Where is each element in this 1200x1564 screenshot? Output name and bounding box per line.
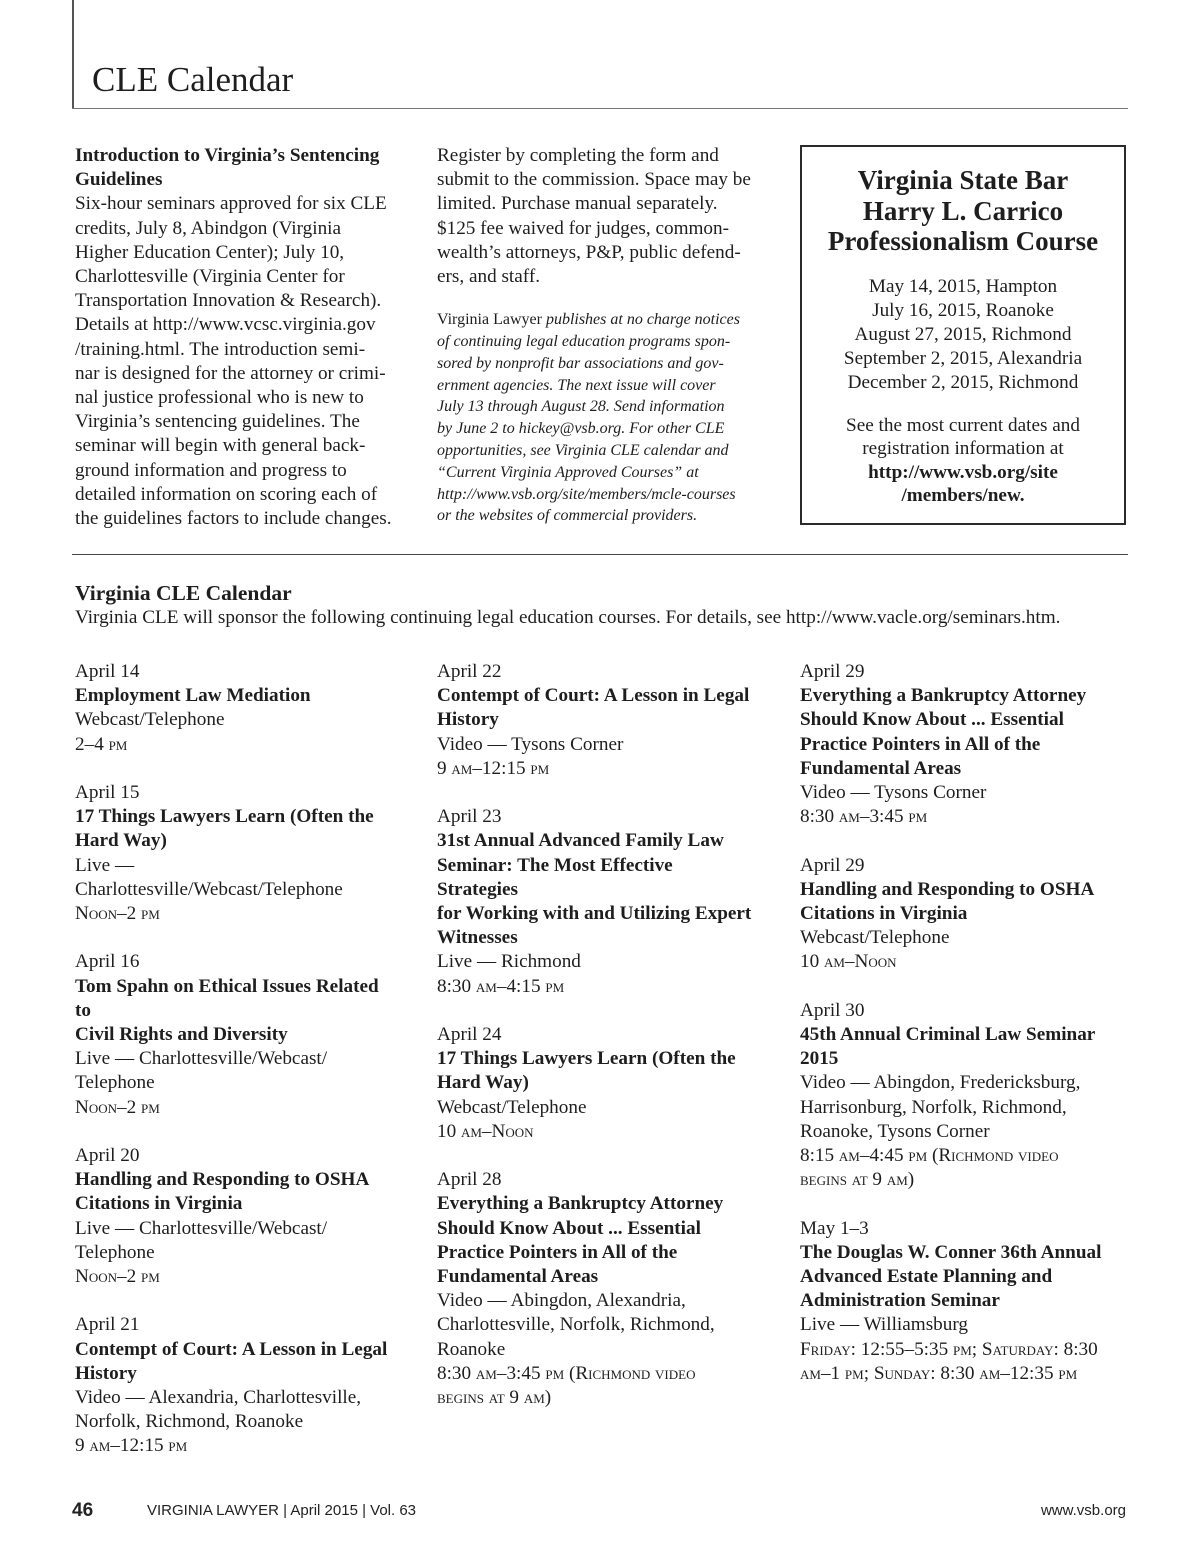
section-divider <box>72 554 1128 555</box>
event-location: Live — Charlottesville/Webcast/ <box>75 1217 328 1239</box>
event-date: April 15 <box>75 782 140 803</box>
course-date: July 16, 2015, Roanoke <box>872 299 1054 321</box>
intro-line: nal justice professional who is new to <box>75 387 364 409</box>
notice-line: sored by nonprofit bar associations and gov- <box>437 354 724 372</box>
intro-title: Introduction to Virginia’s Sentencing Guidelines <box>75 145 380 191</box>
page-number: 46 <box>72 1500 94 1521</box>
event-location: Video — Alexandria, Charlottesville, <box>75 1387 362 1409</box>
intro-continued-line: limited. Purchase manual separately. <box>437 193 718 215</box>
event-title: Practice Pointers in All of the <box>437 1241 678 1263</box>
page-title: CLE Calendar <box>92 60 294 99</box>
event-location: Live — Williamsburg <box>800 1314 968 1336</box>
course-date: August 27, 2015, Richmond <box>854 323 1072 345</box>
event-title: 45th Annual Criminal Law Seminar <box>800 1024 1096 1046</box>
event-title: 2015 <box>800 1048 839 1070</box>
publication-info: VIRGINIA LAWYER | April 2015 | Vol. 63 <box>147 1502 417 1519</box>
intro-continued-line: $125 fee waived for judges, common- <box>437 217 729 239</box>
event-title: Handling and Responding to OSHA <box>800 878 1095 900</box>
event-title: for Working with and Utilizing Expert <box>437 903 752 925</box>
intro-continued-line: ers, and staff. <box>437 266 541 288</box>
event-date: April 21 <box>75 1314 140 1336</box>
events-column <box>800 660 1120 1410</box>
event-title: Fundamental Areas <box>800 757 962 779</box>
box-info-line: See the most current dates and <box>846 414 1080 436</box>
calendar-event <box>800 854 1120 975</box>
header-rule <box>72 108 1128 109</box>
event-date: April 20 <box>75 1145 140 1167</box>
intro-line: the guidelines factors to include changes. <box>75 508 392 530</box>
notice-line: http://www.vsb.org/site/members/mcle-courses <box>437 485 736 503</box>
event-title: Hard Way) <box>75 830 167 852</box>
event-date: April 14 <box>75 661 140 682</box>
event-location: Roanoke, Tysons Corner <box>800 1120 990 1142</box>
calendar-event <box>800 660 1120 829</box>
event-title: 17 Things Lawyers Learn (Often the <box>75 806 374 828</box>
event-date: April 24 <box>437 1024 502 1046</box>
event-time: 8:15 am–4:45 pm (Richmond video <box>800 1145 1059 1167</box>
intro-continued <box>437 144 777 289</box>
event-title: Witnesses <box>437 927 518 949</box>
intro-continued-column <box>437 144 777 527</box>
event-title: Civil Rights and Diversity <box>75 1024 288 1046</box>
box-url-line[interactable]: /members/new. <box>901 485 1025 507</box>
event-title: Should Know About ... Essential <box>437 1217 701 1239</box>
intro-line: Virginia’s sentencing guidelines. The <box>75 411 360 433</box>
notice-line: July 13 through August 28. Send information <box>437 398 725 416</box>
event-title: 31st Annual Advanced Family Law <box>437 830 724 852</box>
notice-line: opportunities, see Virginia CLE calendar and <box>437 442 729 459</box>
calendar-event <box>75 660 395 757</box>
events-column <box>75 660 395 1483</box>
event-title: Citations in Virginia <box>800 903 968 925</box>
event-location: Charlottesville, Norfolk, Richmond, <box>437 1314 715 1336</box>
event-time: 10 am–Noon <box>437 1120 534 1142</box>
professionalism-course-box <box>800 145 1126 525</box>
notice-line: or the websites of commercial providers. <box>437 507 698 525</box>
event-time: Noon–2 pm <box>75 1096 160 1118</box>
event-location: Charlottesville/Webcast/Telephone <box>75 878 343 900</box>
calendar-event <box>75 1144 395 1289</box>
event-time: 8:30 am–3:45 pm <box>800 806 928 828</box>
intro-continued-line: submit to the commission. Space may be <box>437 169 751 191</box>
event-date: May 1–3 <box>800 1217 869 1239</box>
event-time: begins at 9 am) <box>800 1169 915 1191</box>
calendar-event <box>800 999 1120 1193</box>
event-time: Noon–2 pm <box>75 903 160 925</box>
event-location: Live — <box>75 854 135 876</box>
event-time: 8:30 am–4:15 pm <box>437 975 565 997</box>
intro-line: seminar will begin with general back- <box>75 435 366 457</box>
header-vertical-rule <box>72 0 74 108</box>
event-title: Handling and Responding to OSHA <box>75 1169 370 1191</box>
intro-line: Transportation Innovation & Research). <box>75 290 382 312</box>
event-date: April 30 <box>800 999 865 1021</box>
notice-line: of continuing legal education programs spon- <box>437 333 731 351</box>
event-time: 8:30 am–3:45 pm (Richmond video <box>437 1362 696 1384</box>
event-title: Contempt of Court: A Lesson in Legal <box>75 1338 388 1360</box>
intro-line: Charlottesville (Virginia Center for <box>75 266 345 288</box>
calendar-event <box>437 1023 757 1144</box>
event-location: Video — Tysons Corner <box>437 733 624 755</box>
events-column <box>437 660 757 1434</box>
calendar-event <box>437 805 757 999</box>
event-title: Seminar: The Most Effective Strategies <box>437 854 673 900</box>
event-location: Webcast/Telephone <box>75 709 225 731</box>
event-title: History <box>437 709 499 731</box>
event-location: Webcast/Telephone <box>800 927 950 949</box>
course-date: December 2, 2015, Richmond <box>847 372 1079 394</box>
event-title: Should Know About ... Essential <box>800 709 1064 731</box>
calendar-event <box>437 660 757 781</box>
box-dates <box>802 275 1124 396</box>
event-location: Telephone <box>75 1072 155 1094</box>
box-url-line[interactable]: http://www.vsb.org/site <box>868 461 1058 483</box>
intro-line: ground information and progress to <box>75 459 347 481</box>
event-date: April 29 <box>800 854 865 876</box>
event-location: Video — Abingdon, Alexandria, <box>437 1290 686 1312</box>
notice-line: ernment agencies. The next issue will cover <box>437 376 716 394</box>
notice-line-text: publishes at no charge notices <box>541 311 740 329</box>
box-title-line: Harry L. Carrico <box>862 195 1064 226</box>
box-info-line: registration information at <box>862 438 1064 460</box>
event-time: begins at 9 am) <box>437 1387 552 1409</box>
event-location: Live — Richmond <box>437 951 581 973</box>
event-location: Webcast/Telephone <box>437 1096 587 1118</box>
event-time: 2–4 pm <box>75 733 128 755</box>
event-date: April 29 <box>800 661 865 682</box>
calendar-heading: Virginia CLE Calendar <box>75 581 292 605</box>
event-time: am–1 pm; Sunday: 8:30 am–12:35 pm <box>800 1362 1078 1384</box>
intro-line: Details at http://www.vcsc.virginia.gov <box>75 314 376 336</box>
event-location: Video — Tysons Corner <box>800 782 987 804</box>
intro-line: credits, July 8, Abindgon (Virginia <box>75 217 342 239</box>
box-title <box>802 165 1124 257</box>
event-title: Contempt of Court: A Lesson in Legal <box>437 685 750 707</box>
event-location: Video — Abingdon, Fredericksburg, <box>800 1072 1081 1094</box>
event-location: Norfolk, Richmond, Roanoke <box>75 1411 304 1433</box>
event-location: Harrisonburg, Norfolk, Richmond, <box>800 1096 1067 1118</box>
publication-notice <box>437 309 777 527</box>
course-date: September 2, 2015, Alexandria <box>843 348 1083 370</box>
calendar-subheading: Virginia CLE will sponsor the following continuing legal education courses. For details, see http://www.vacle.org/seminars.htm. <box>75 607 1061 628</box>
intro-column <box>75 144 415 531</box>
intro-body <box>75 192 415 531</box>
event-title: Fundamental Areas <box>437 1266 599 1288</box>
event-location: Roanoke <box>437 1338 506 1360</box>
intro-continued-line: Register by completing the form and <box>437 145 719 166</box>
intro-line: Six-hour seminars approved for six CLE <box>75 193 387 215</box>
intro-line: detailed information on scoring each of <box>75 483 378 505</box>
intro-line: nar is designed for the attorney or crimi- <box>75 362 386 384</box>
event-title: Citations in Virginia <box>75 1193 243 1215</box>
event-date: April 23 <box>437 806 502 828</box>
event-title: 17 Things Lawyers Learn (Often the <box>437 1048 736 1070</box>
event-title: Advanced Estate Planning and <box>800 1266 1053 1288</box>
event-title: Hard Way) <box>437 1072 529 1094</box>
box-info <box>802 414 1124 508</box>
event-location: Live — Charlottesville/Webcast/ <box>75 1048 328 1070</box>
calendar-event <box>75 1313 395 1458</box>
event-title: Tom Spahn on Ethical Issues Related to <box>75 975 379 1021</box>
event-time: 10 am–Noon <box>800 951 897 973</box>
box-title-line: Professionalism Course <box>827 226 1099 256</box>
calendar-event <box>800 1217 1120 1386</box>
notice-line: “Current Virginia Approved Courses” at <box>437 463 699 481</box>
notice-publication-name: Virginia Lawyer <box>437 311 542 329</box>
intro-continued-line: wealth’s attorneys, P&P, public defend- <box>437 241 741 263</box>
event-time: Friday: 12:55–5:35 pm; Saturday: 8:30 <box>800 1338 1098 1360</box>
intro-line: Higher Education Center); July 10, <box>75 241 345 263</box>
event-time: 9 am–12:15 pm <box>437 757 550 779</box>
event-location: Telephone <box>75 1241 155 1263</box>
event-title: History <box>75 1362 137 1384</box>
event-title: Practice Pointers in All of the <box>800 733 1041 755</box>
calendar-event <box>75 950 395 1119</box>
notice-line <box>437 309 777 331</box>
footer-website[interactable]: www.vsb.org <box>1040 1502 1126 1519</box>
notice-line: by June 2 to hickey@vsb.org. For other CLE <box>437 420 725 438</box>
event-date: April 16 <box>75 951 140 973</box>
event-title: The Douglas W. Conner 36th Annual <box>800 1241 1102 1263</box>
event-date: April 28 <box>437 1169 502 1191</box>
calendar-event <box>75 781 395 926</box>
course-date: May 14, 2015, Hampton <box>868 275 1058 297</box>
event-title: Everything a Bankruptcy Attorney <box>800 685 1087 707</box>
event-title: Employment Law Mediation <box>75 685 311 707</box>
calendar-event <box>437 1168 757 1410</box>
box-title-line: Virginia State Bar <box>857 165 1069 195</box>
event-date: April 22 <box>437 661 502 682</box>
intro-line: /training.html. The introduction semi- <box>75 338 366 360</box>
event-title: Administration Seminar <box>800 1290 1000 1312</box>
event-time: 9 am–12:15 pm <box>75 1435 188 1457</box>
event-title: Everything a Bankruptcy Attorney <box>437 1193 724 1215</box>
event-time: Noon–2 pm <box>75 1266 160 1288</box>
